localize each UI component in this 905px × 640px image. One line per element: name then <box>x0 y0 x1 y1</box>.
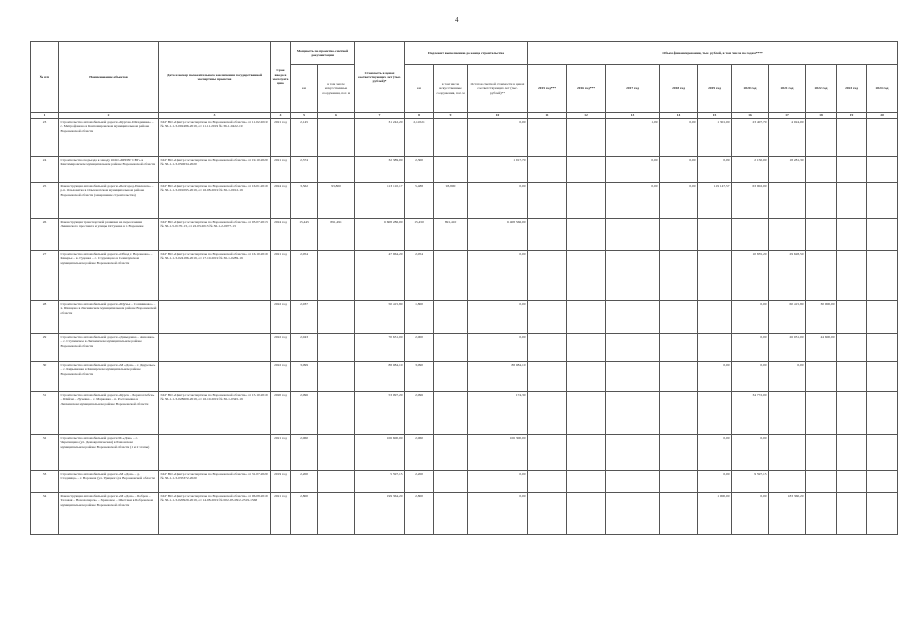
financing-2019: 0,00 <box>698 362 732 392</box>
object-name: Строительство автомобильной дороги «Курск – Борисоглебск» – Шайчи – Лучевка – с. Марковка – п. Ростошевка в Лискинском муниципальном районе Воронежской области <box>59 392 159 435</box>
financing-2020: 63 902,00 <box>732 183 769 219</box>
col-number: 9 <box>434 113 468 119</box>
financing-2019 <box>698 251 732 301</box>
header-year: 2022 год <box>806 65 837 113</box>
object-name: Строительство автомобильной дороги «М «Дон» – д. Стадница» – г. Воронеж (ул. Урицкого) в Воронежской области <box>59 471 159 493</box>
financing-2019 <box>698 219 732 251</box>
remaining-artificial: 93,800 <box>434 183 468 219</box>
financing-2019 <box>698 301 732 334</box>
financing-2016 <box>567 157 606 183</box>
estimated-cost: 6 608 286,00 <box>355 219 405 251</box>
estimated-cost: 199 364,20 <box>355 493 405 535</box>
commission-term: 2020 год <box>271 392 291 435</box>
remaining-cost: 1 917,70 <box>468 157 528 183</box>
financing-2023 <box>837 157 867 183</box>
remaining-km: 2,14521 <box>405 119 434 157</box>
financing-2024 <box>867 219 898 251</box>
financing-2015 <box>528 471 567 493</box>
financing-2015 <box>528 493 567 535</box>
financing-2021: 4 024,00 <box>769 119 806 157</box>
header-artif2: в том числе искусственные сооружения, пог. м <box>434 65 468 113</box>
object-name: Строительство автомобильной дороги «Давыдовка – Анновка» – с. Ступинское в Лискинском муниципальном районе Воронежской области <box>59 334 159 362</box>
financing-2023 <box>837 301 867 334</box>
financing-2021 <box>769 435 806 471</box>
row-number: 33 <box>31 471 59 493</box>
col-number: 1 <box>31 113 59 119</box>
financing-2019: 1 000,00 <box>698 493 732 535</box>
financing-2019: 1 301,00 <box>698 119 732 157</box>
financing-2015 <box>528 219 567 251</box>
expertise-doc: ГАУ ВО «Центр госэкспертизы по Воронежской области» от 16.01.2019 № 36-1-1-3-001095-2019, от 16.08.2019 № 36-1-0012-19 <box>159 183 271 219</box>
power-artificial <box>318 301 355 334</box>
col-number: 7 <box>355 113 405 119</box>
financing-2023 <box>837 334 867 362</box>
object-name: Реконструкция автомобильной дороги «Белгород-Павловск» – р.п. Ольховатка в Ольховатском муниципальном районе Воронежской области (завершение строительства) <box>59 183 159 219</box>
estimated-cost: 106 600,00 <box>355 435 405 471</box>
table-row <box>31 493 898 535</box>
financing-2016 <box>567 471 606 493</box>
financing-2016 <box>567 219 606 251</box>
header-fin-group: Объем финансирования, тыс. рублей, в том числе по годам**** <box>528 42 898 65</box>
power-km: 2,060 <box>291 435 318 471</box>
financing-2017 <box>606 251 660 301</box>
col-number: 17 <box>769 113 806 119</box>
financing-2015 <box>528 157 567 183</box>
estimated-cost: 70 631,00 <box>355 334 405 362</box>
object-name: Строительство автомобильной дороги «Обход г. Воронежа» – Каверье – в. Гудовка – с. Студенцово в Семилукском муниципальном районе Воронежской области <box>59 251 159 301</box>
remaining-artificial <box>434 334 468 362</box>
financing-2020: 0,00 <box>732 362 769 392</box>
expertise-doc: ГАУ ВО «Центр госэкспертизы по Воронежской области» от 16.10.2019 № 36-1-1-3-024186-2019, от 17.10.2019 № 36-1-0289-19 <box>159 251 271 301</box>
financing-2015 <box>528 435 567 471</box>
financing-2022: 30 000,00 <box>806 301 837 334</box>
financing-2019 <box>698 392 732 435</box>
table-row <box>31 362 898 392</box>
expertise-doc <box>159 334 271 362</box>
power-km: 2,800 <box>291 493 318 535</box>
power-artificial <box>318 362 355 392</box>
header-year: 2021 год <box>769 65 806 113</box>
financing-2015 <box>528 392 567 435</box>
header-remain: Остаток сметной стоимости в ценах соответствующих лет (тыс. рублей)** <box>468 65 528 113</box>
object-name: Строительство автомобильной дороги «Щучье – Сошниково» – х. Шевцово в Лискинском муниципальном районе Воронежской области <box>59 301 159 334</box>
estimated-cost: 113 110,17 <box>355 183 405 219</box>
financing-2017: 1,09 <box>606 119 660 157</box>
remaining-cost: 0,00 <box>468 119 528 157</box>
financing-2024 <box>867 435 898 471</box>
table-row <box>31 471 898 493</box>
financing-2022 <box>806 362 837 392</box>
remaining-artificial <box>434 362 468 392</box>
remaining-artificial <box>434 251 468 301</box>
object-name: Строительство подъезда к заводу ООО «БРИЗГ СВГ» в Кантемировском муниципальном районе Воронежской области <box>59 157 159 183</box>
commission-term: 2024 год <box>271 219 291 251</box>
remaining-artificial <box>434 435 468 471</box>
commission-term: 2021 год <box>271 493 291 535</box>
object-name: Реконструкция транспортной развязки на пересечении Ленинского проспекта и улицы Остужева в г. Воронеже <box>59 219 159 251</box>
power-km: 2,043 <box>291 334 318 362</box>
financing-2022 <box>806 219 837 251</box>
financing-2024 <box>867 157 898 183</box>
estimated-cost: 53 097,20 <box>355 392 405 435</box>
col-number: 6 <box>318 113 355 119</box>
remaining-cost: 0,00 <box>468 334 528 362</box>
expertise-doc: ГАУ ВО «Центр госэкспертизы по Воронежской области» от 15.10.2019 № 36-1-1-3-028609-2019, от 16.10.2019 № 36-1-0345-19 <box>159 392 271 435</box>
financing-2019: 0,00 <box>698 471 732 493</box>
financing-2020: 23 407,70 <box>732 119 769 157</box>
header-year: 2024 год <box>867 65 898 113</box>
header-artif: в том числе искусственные сооружения, пог. м <box>318 65 355 113</box>
header-doc: Дата и номер положительного заключения государственной экспертизы проектов <box>159 42 271 113</box>
financing-2022 <box>806 183 837 219</box>
financing-2023 <box>837 493 867 535</box>
financing-2021 <box>769 392 806 435</box>
financing-2017 <box>606 471 660 493</box>
expertise-doc: ГАУ ВО «Центр госэкспертизы по Воронежской области» от 11.02.2019 № 36-1-1-3-002486-2019, от 11.11.2019 № 36-1-0422-19 <box>159 119 271 157</box>
col-number: 4 <box>271 113 291 119</box>
financing-2023 <box>837 251 867 301</box>
financing-2021: 18 281,30 <box>769 157 806 183</box>
financing-2017 <box>606 301 660 334</box>
commission-term: 2022 год <box>271 301 291 334</box>
financing-2018 <box>660 362 698 392</box>
col-number: 15 <box>698 113 732 119</box>
financing-2020: 0,00 <box>732 493 769 535</box>
financing-2022 <box>806 392 837 435</box>
header-year: 2019 год <box>698 65 732 113</box>
remaining-cost: 0,00 <box>468 301 528 334</box>
power-km: 2,054 <box>291 251 318 301</box>
row-number: 30 <box>31 362 59 392</box>
estimated-cost: 47 964,20 <box>355 251 405 301</box>
financing-2020: 0,00 <box>732 435 769 471</box>
header-year: 2023 год <box>837 65 867 113</box>
financing-2020: 0,00 <box>732 301 769 334</box>
row-number: 25 <box>31 183 59 219</box>
financing-2016 <box>567 334 606 362</box>
estimated-cost: 88 084,10 <box>355 362 405 392</box>
financing-2019: 0,09 <box>698 157 732 183</box>
financing-2018: 0,00 <box>660 157 698 183</box>
financing-2023 <box>837 435 867 471</box>
financing-2017: 0,00 <box>606 183 660 219</box>
table-row <box>31 334 898 362</box>
page-number: 4 <box>455 16 459 24</box>
financing-2022 <box>806 435 837 471</box>
power-artificial: 891,491 <box>318 219 355 251</box>
estimated-cost: 50 415,80 <box>355 301 405 334</box>
financing-2016 <box>567 183 606 219</box>
remaining-cost: 0,00 <box>468 251 528 301</box>
power-artificial <box>318 334 355 362</box>
remaining-artificial <box>434 119 468 157</box>
table-row <box>31 435 898 471</box>
financing-2017: 0,00 <box>606 157 660 183</box>
remaining-artificial <box>434 301 468 334</box>
financing-2018 <box>660 301 698 334</box>
commission-term: 2021 год <box>271 157 291 183</box>
financing-2018 <box>660 471 698 493</box>
col-number: 14 <box>660 113 698 119</box>
commission-term: 2021 год <box>271 435 291 471</box>
financing-2020: 10 835,20 <box>732 251 769 301</box>
header-km2: км <box>405 65 434 113</box>
header-year: 2017 год <box>606 65 660 113</box>
financing-2016 <box>567 362 606 392</box>
commission-term: 2019 год <box>271 471 291 493</box>
table-row <box>31 119 898 157</box>
remaining-cost: 88 084,10 <box>468 362 528 392</box>
table-row <box>31 183 898 219</box>
financing-2020: 2 150,00 <box>732 157 769 183</box>
remaining-artificial: 891,410 <box>434 219 468 251</box>
remaining-cost: 174,30 <box>468 392 528 435</box>
expertise-doc: ГАУ ВО «Центр госэкспертизы по Воронежской области» от 06.08.2019 № 36-1-1-3-020929-2019, от 14.08.2019 № 002-05-09/2-2319-1568 <box>159 493 271 535</box>
financing-2023 <box>837 392 867 435</box>
financing-2017 <box>606 435 660 471</box>
financing-2020 <box>732 219 769 251</box>
power-artificial <box>318 119 355 157</box>
financing-2016 <box>567 435 606 471</box>
financing-2019: 119 147,57 <box>698 183 732 219</box>
financing-2024 <box>867 493 898 535</box>
remaining-km: 2,096 <box>405 392 434 435</box>
object-name: Строительство автомобильной дороги «М «Дон» – г. Двуречье» – с. Кирьяновка в Каширском муниципальном районе Воронежской области <box>59 362 159 392</box>
row-number: 28 <box>31 301 59 334</box>
financing-2021: 26 031,00 <box>769 334 806 362</box>
financing-2021 <box>769 471 806 493</box>
header-year: 2015 год*** <box>528 65 567 113</box>
power-artificial <box>318 251 355 301</box>
estimated-cost: 5 597,15 <box>355 471 405 493</box>
objects-table <box>30 41 898 535</box>
remaining-cost: 0,00 <box>468 183 528 219</box>
financing-2023 <box>837 219 867 251</box>
financing-2017 <box>606 362 660 392</box>
financing-2019: 0,00 <box>698 435 732 471</box>
header-year: 2018 год <box>660 65 698 113</box>
power-km: 3,562 <box>291 183 318 219</box>
col-number: 11 <box>528 113 567 119</box>
power-km: 2,037 <box>291 301 318 334</box>
remaining-km: 2,054 <box>405 251 434 301</box>
table-row <box>31 219 898 251</box>
power-km: 15,445 <box>291 219 318 251</box>
estimated-cost: 32 389,00 <box>355 157 405 183</box>
financing-2023 <box>837 362 867 392</box>
row-number: 26 <box>31 219 59 251</box>
financing-2016 <box>567 301 606 334</box>
col-number: 20 <box>867 113 898 119</box>
power-artificial <box>318 435 355 471</box>
row-number: 24 <box>31 157 59 183</box>
financing-2016 <box>567 493 606 535</box>
object-name: Реконструкция автомобильной дороги «М «Дон» – Бобров – Таловая – Новохоперск» – Хреновое – Шестаки в Бобровском муниципальном районе Воронежской области <box>59 493 159 535</box>
commission-term: 2021 год <box>271 251 291 301</box>
expertise-doc <box>159 362 271 392</box>
financing-2018 <box>660 219 698 251</box>
row-number: 23 <box>31 119 59 157</box>
remaining-km: 2,000 <box>405 334 434 362</box>
financing-2018 <box>660 392 698 435</box>
financing-2021: 0,00 <box>769 362 806 392</box>
financing-2017 <box>606 219 660 251</box>
table-row <box>31 392 898 435</box>
financing-2015 <box>528 334 567 362</box>
header-name: Наименование объектов <box>59 42 159 113</box>
col-number: 5 <box>291 113 318 119</box>
remaining-cost: 0,00 <box>468 471 528 493</box>
financing-2024 <box>867 301 898 334</box>
power-km: 2,200 <box>291 471 318 493</box>
remaining-cost: 6 408 566,00 <box>468 219 528 251</box>
financing-2018 <box>660 334 698 362</box>
table-row <box>31 251 898 301</box>
financing-2018: 0,00 <box>660 183 698 219</box>
remaining-artificial <box>434 471 468 493</box>
financing-2017 <box>606 334 660 362</box>
col-number: 8 <box>405 113 434 119</box>
financing-2015 <box>528 362 567 392</box>
financing-2021 <box>769 183 806 219</box>
remaining-km: 2,300 <box>405 157 434 183</box>
financing-2024 <box>867 362 898 392</box>
financing-2024 <box>867 471 898 493</box>
financing-2023 <box>837 119 867 157</box>
financing-2021: 183 360,20 <box>769 493 806 535</box>
col-number: 3 <box>159 113 271 119</box>
financing-2015 <box>528 183 567 219</box>
estimated-cost: 31 242,20 <box>355 119 405 157</box>
remaining-artificial <box>434 392 468 435</box>
financing-2022 <box>806 157 837 183</box>
financing-2015 <box>528 301 567 334</box>
financing-2024 <box>867 183 898 219</box>
financing-2022 <box>806 251 837 301</box>
expertise-doc <box>159 435 271 471</box>
commission-term: 2022 год <box>271 334 291 362</box>
col-number: 10 <box>468 113 528 119</box>
remaining-km: 3,090 <box>405 362 434 392</box>
remaining-km: 2,800 <box>405 493 434 535</box>
expertise-doc <box>159 301 271 334</box>
commission-term: 2021 год <box>271 119 291 157</box>
financing-2016 <box>567 392 606 435</box>
remaining-km: 2,200 <box>405 471 434 493</box>
financing-2018 <box>660 493 698 535</box>
power-artificial <box>318 493 355 535</box>
commission-term: 2024 год <box>271 183 291 219</box>
table-row <box>31 157 898 183</box>
remaining-artificial <box>434 157 468 183</box>
remaining-km: 15,450 <box>405 219 434 251</box>
financing-2021 <box>769 219 806 251</box>
object-name: Строительство автомобильной дороги «Курган–Шахдиевка» – с. Митрофаново в Кантемировском муниципальном районе Воронежской области <box>59 119 159 157</box>
header-power-group: Мощность по проектно-сметной документации <box>291 42 355 65</box>
expertise-doc: ГАУ ВО «Центр госэкспертизы по Воронежской области» от 19.10.2020 № 36-1-1-3-050634-2020 <box>159 157 271 183</box>
col-number: 16 <box>732 113 769 119</box>
power-artificial <box>318 392 355 435</box>
remaining-cost: 0,00 <box>468 493 528 535</box>
financing-2023 <box>837 471 867 493</box>
header-year: 2016 год*** <box>567 65 606 113</box>
object-name: Строительство автомобильной дороги М-«Дон» – с. Черепащево (ул. Демократическая) в Рамонском муниципальном районе Воронежской области (1 и 2 этапы) <box>59 435 159 471</box>
col-number: 12 <box>567 113 606 119</box>
header-ready-group: Подлежит выполнению до конца строительства <box>405 42 528 65</box>
financing-2018: 0,00 <box>660 119 698 157</box>
commission-term: 2022 год <box>271 362 291 392</box>
financing-2015 <box>528 119 567 157</box>
power-km: 2,145 <box>291 119 318 157</box>
financing-2022 <box>806 119 837 157</box>
financing-2019 <box>698 334 732 362</box>
financing-2022 <box>806 493 837 535</box>
row-number: 27 <box>31 251 59 301</box>
financing-2020: 0,00 <box>732 334 769 362</box>
financing-2022 <box>806 471 837 493</box>
financing-2024 <box>867 119 898 157</box>
financing-2018 <box>660 251 698 301</box>
power-km: 2,096 <box>291 392 318 435</box>
financing-2020: 9 597,15 <box>732 471 769 493</box>
header-num: № п/п <box>31 42 59 113</box>
financing-2016 <box>567 119 606 157</box>
col-number: 18 <box>806 113 837 119</box>
header-term: Срок ввода в эксплуатацию <box>271 42 291 113</box>
financing-2018 <box>660 435 698 471</box>
power-km: 3,099 <box>291 362 318 392</box>
table-row <box>31 301 898 334</box>
row-number: 29 <box>31 334 59 362</box>
remaining-cost: 106 300,00 <box>468 435 528 471</box>
financing-2020: 34 772,00 <box>732 392 769 435</box>
power-artificial: 93,800 <box>318 183 355 219</box>
header-year: 2020 год <box>732 65 769 113</box>
financing-2023 <box>837 183 867 219</box>
row-number: 31 <box>31 392 59 435</box>
col-number: 13 <box>606 113 660 119</box>
power-artificial <box>318 157 355 183</box>
row-number: 34 <box>31 493 59 535</box>
financing-2024 <box>867 251 898 301</box>
row-number: 32 <box>31 435 59 471</box>
expertise-doc: ГАУ ВО «Центр госэкспертизы по Воронежской области» от 31.07.2020 № 36-1-1-3-035372-2020 <box>159 471 271 493</box>
financing-2021: 60 415,80 <box>769 301 806 334</box>
header-cost-group: Стоимость в ценах соответствующих лет (тыс. рублей)* <box>355 42 405 113</box>
power-artificial <box>318 471 355 493</box>
expertise-doc: ГАУ ВО «Центр госэкспертизы по Воронежской области» от 03.07.2013 № 36-1-5-0170-13, от 22.03.2013 № 36-1-2-0077-13 <box>159 219 271 251</box>
col-number: 2 <box>59 113 159 119</box>
financing-2024 <box>867 334 898 362</box>
financing-2021: 29 628,50 <box>769 251 806 301</box>
power-km: 2,374 <box>291 157 318 183</box>
col-number: 19 <box>837 113 867 119</box>
remaining-km: 5,488 <box>405 183 434 219</box>
header-km: км <box>291 65 318 113</box>
financing-2017 <box>606 392 660 435</box>
financing-2022: 44 600,00 <box>806 334 837 362</box>
remaining-km: 2,060 <box>405 435 434 471</box>
financing-2016 <box>567 251 606 301</box>
financing-2015 <box>528 251 567 301</box>
financing-2017 <box>606 493 660 535</box>
remaining-km: 1,800 <box>405 301 434 334</box>
remaining-artificial <box>434 493 468 535</box>
financing-2024 <box>867 392 898 435</box>
